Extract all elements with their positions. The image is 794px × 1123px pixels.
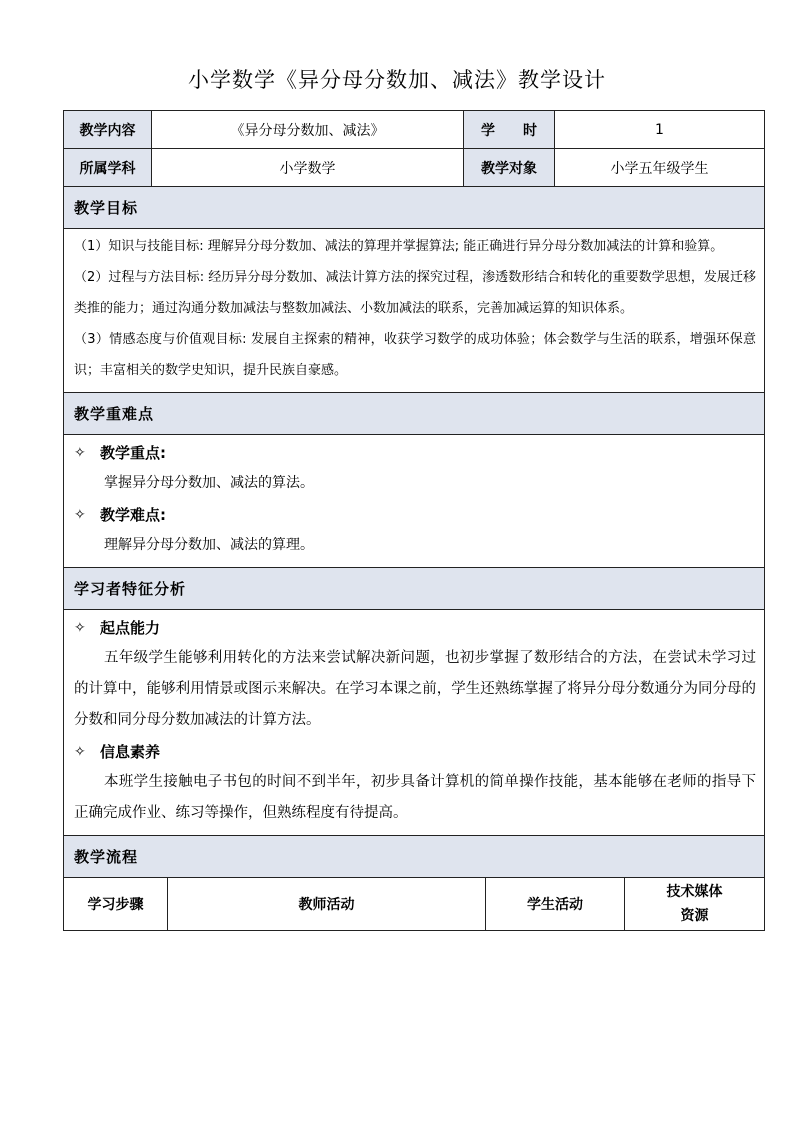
hours-label: 学 时 bbox=[464, 111, 555, 148]
focus-label: 教学重点: bbox=[100, 444, 166, 462]
diamond-icon: ✧ bbox=[74, 743, 86, 760]
learner-heading: 学习者特征分析 bbox=[64, 568, 764, 609]
objective-item: （1）知识与技能目标: 理解异分母分数加、减法的算理并掌握算法; 能正确进行异分母分数加减法的计算和验算。 bbox=[74, 239, 724, 254]
focus-text: 掌握异分母分数加、减法的算法。 bbox=[104, 475, 314, 491]
start-ability-bullet bbox=[64, 612, 764, 643]
content-value: 《异分母分数加、减法》 bbox=[152, 111, 464, 148]
key-points-heading: 教学重难点 bbox=[64, 393, 764, 434]
document-title: 小学数学《异分母分数加、减法》教学设计 bbox=[188, 68, 606, 92]
process-header-row bbox=[64, 836, 764, 878]
focus-bullet bbox=[64, 437, 764, 468]
info-row-subject bbox=[64, 149, 764, 187]
objectives-heading: 教学目标 bbox=[64, 187, 764, 228]
info-row-content bbox=[64, 111, 764, 149]
subject-label: 所属学科 bbox=[64, 149, 152, 186]
diamond-icon: ✧ bbox=[74, 444, 86, 461]
objectives-list bbox=[64, 229, 764, 392]
diamond-icon: ✧ bbox=[74, 506, 86, 523]
content-label: 教学内容 bbox=[64, 111, 152, 148]
difficulty-text: 理解异分母分数加、减法的算理。 bbox=[104, 537, 314, 553]
diamond-icon: ✧ bbox=[74, 619, 86, 636]
learner-list bbox=[64, 610, 764, 835]
column-step: 学习步骤 bbox=[64, 878, 168, 930]
objective-item: （2）过程与方法目标: 经历异分母分数加、减法计算方法的探究过程，渗透数形结合和转化的重要数学思想，发展迁移类推的能力；通过沟通分数加减法与整数加减法、小数加减法的联系，完善加减运算的知识体系。 bbox=[74, 270, 756, 316]
learner-header-row bbox=[64, 568, 764, 610]
start-ability-label: 起点能力 bbox=[100, 619, 161, 637]
audience-label: 教学对象 bbox=[464, 149, 555, 186]
column-teacher: 教师活动 bbox=[168, 878, 486, 930]
key-points-header-row bbox=[64, 393, 764, 435]
audience-value: 小学五年级学生 bbox=[610, 160, 709, 177]
column-media-line1: 技术媒体 bbox=[666, 884, 723, 900]
column-media bbox=[625, 878, 764, 930]
objectives-body-row bbox=[64, 229, 764, 393]
column-student: 学生活动 bbox=[486, 878, 625, 930]
info-literacy-label: 信息素养 bbox=[100, 743, 161, 761]
process-heading: 教学流程 bbox=[64, 836, 764, 877]
hours-value: 1 bbox=[655, 121, 664, 138]
info-literacy-bullet bbox=[64, 736, 764, 767]
lesson-plan-table bbox=[63, 110, 765, 931]
process-columns-row bbox=[64, 878, 764, 930]
column-media-line2: 资源 bbox=[680, 908, 709, 924]
difficulty-label: 教学难点: bbox=[100, 506, 166, 524]
info-literacy-text: 本班学生接触电子书包的时间不到半年，初步具备计算机的简单操作技能，基本能够在老师的指导下正确完成作业、练习等操作，但熟练程度有待提高。 bbox=[74, 774, 756, 821]
objectives-header-row bbox=[64, 187, 764, 229]
subject-value: 小学数学 bbox=[152, 149, 464, 186]
difficulty-bullet bbox=[64, 499, 764, 530]
start-ability-text: 五年级学生能够利用转化的方法来尝试解决新问题，也初步掌握了数形结合的方法，在尝试未学习过的计算中，能够利用情景或图示来解决。在学习本课之前，学生还熟练掌握了将异分母分数通分为同分母的分数和同分母分数加减法的计算方法。 bbox=[74, 650, 756, 728]
objective-item: （3）情感态度与价值观目标: 发展自主探索的精神，收获学习数学的成功体验；体会数学与生活的联系，增强环保意识；丰富相关的数学史知识，提升民族自豪感。 bbox=[74, 332, 756, 378]
key-points-list bbox=[64, 435, 764, 567]
learner-body-row bbox=[64, 610, 764, 836]
key-points-body-row bbox=[64, 435, 764, 568]
